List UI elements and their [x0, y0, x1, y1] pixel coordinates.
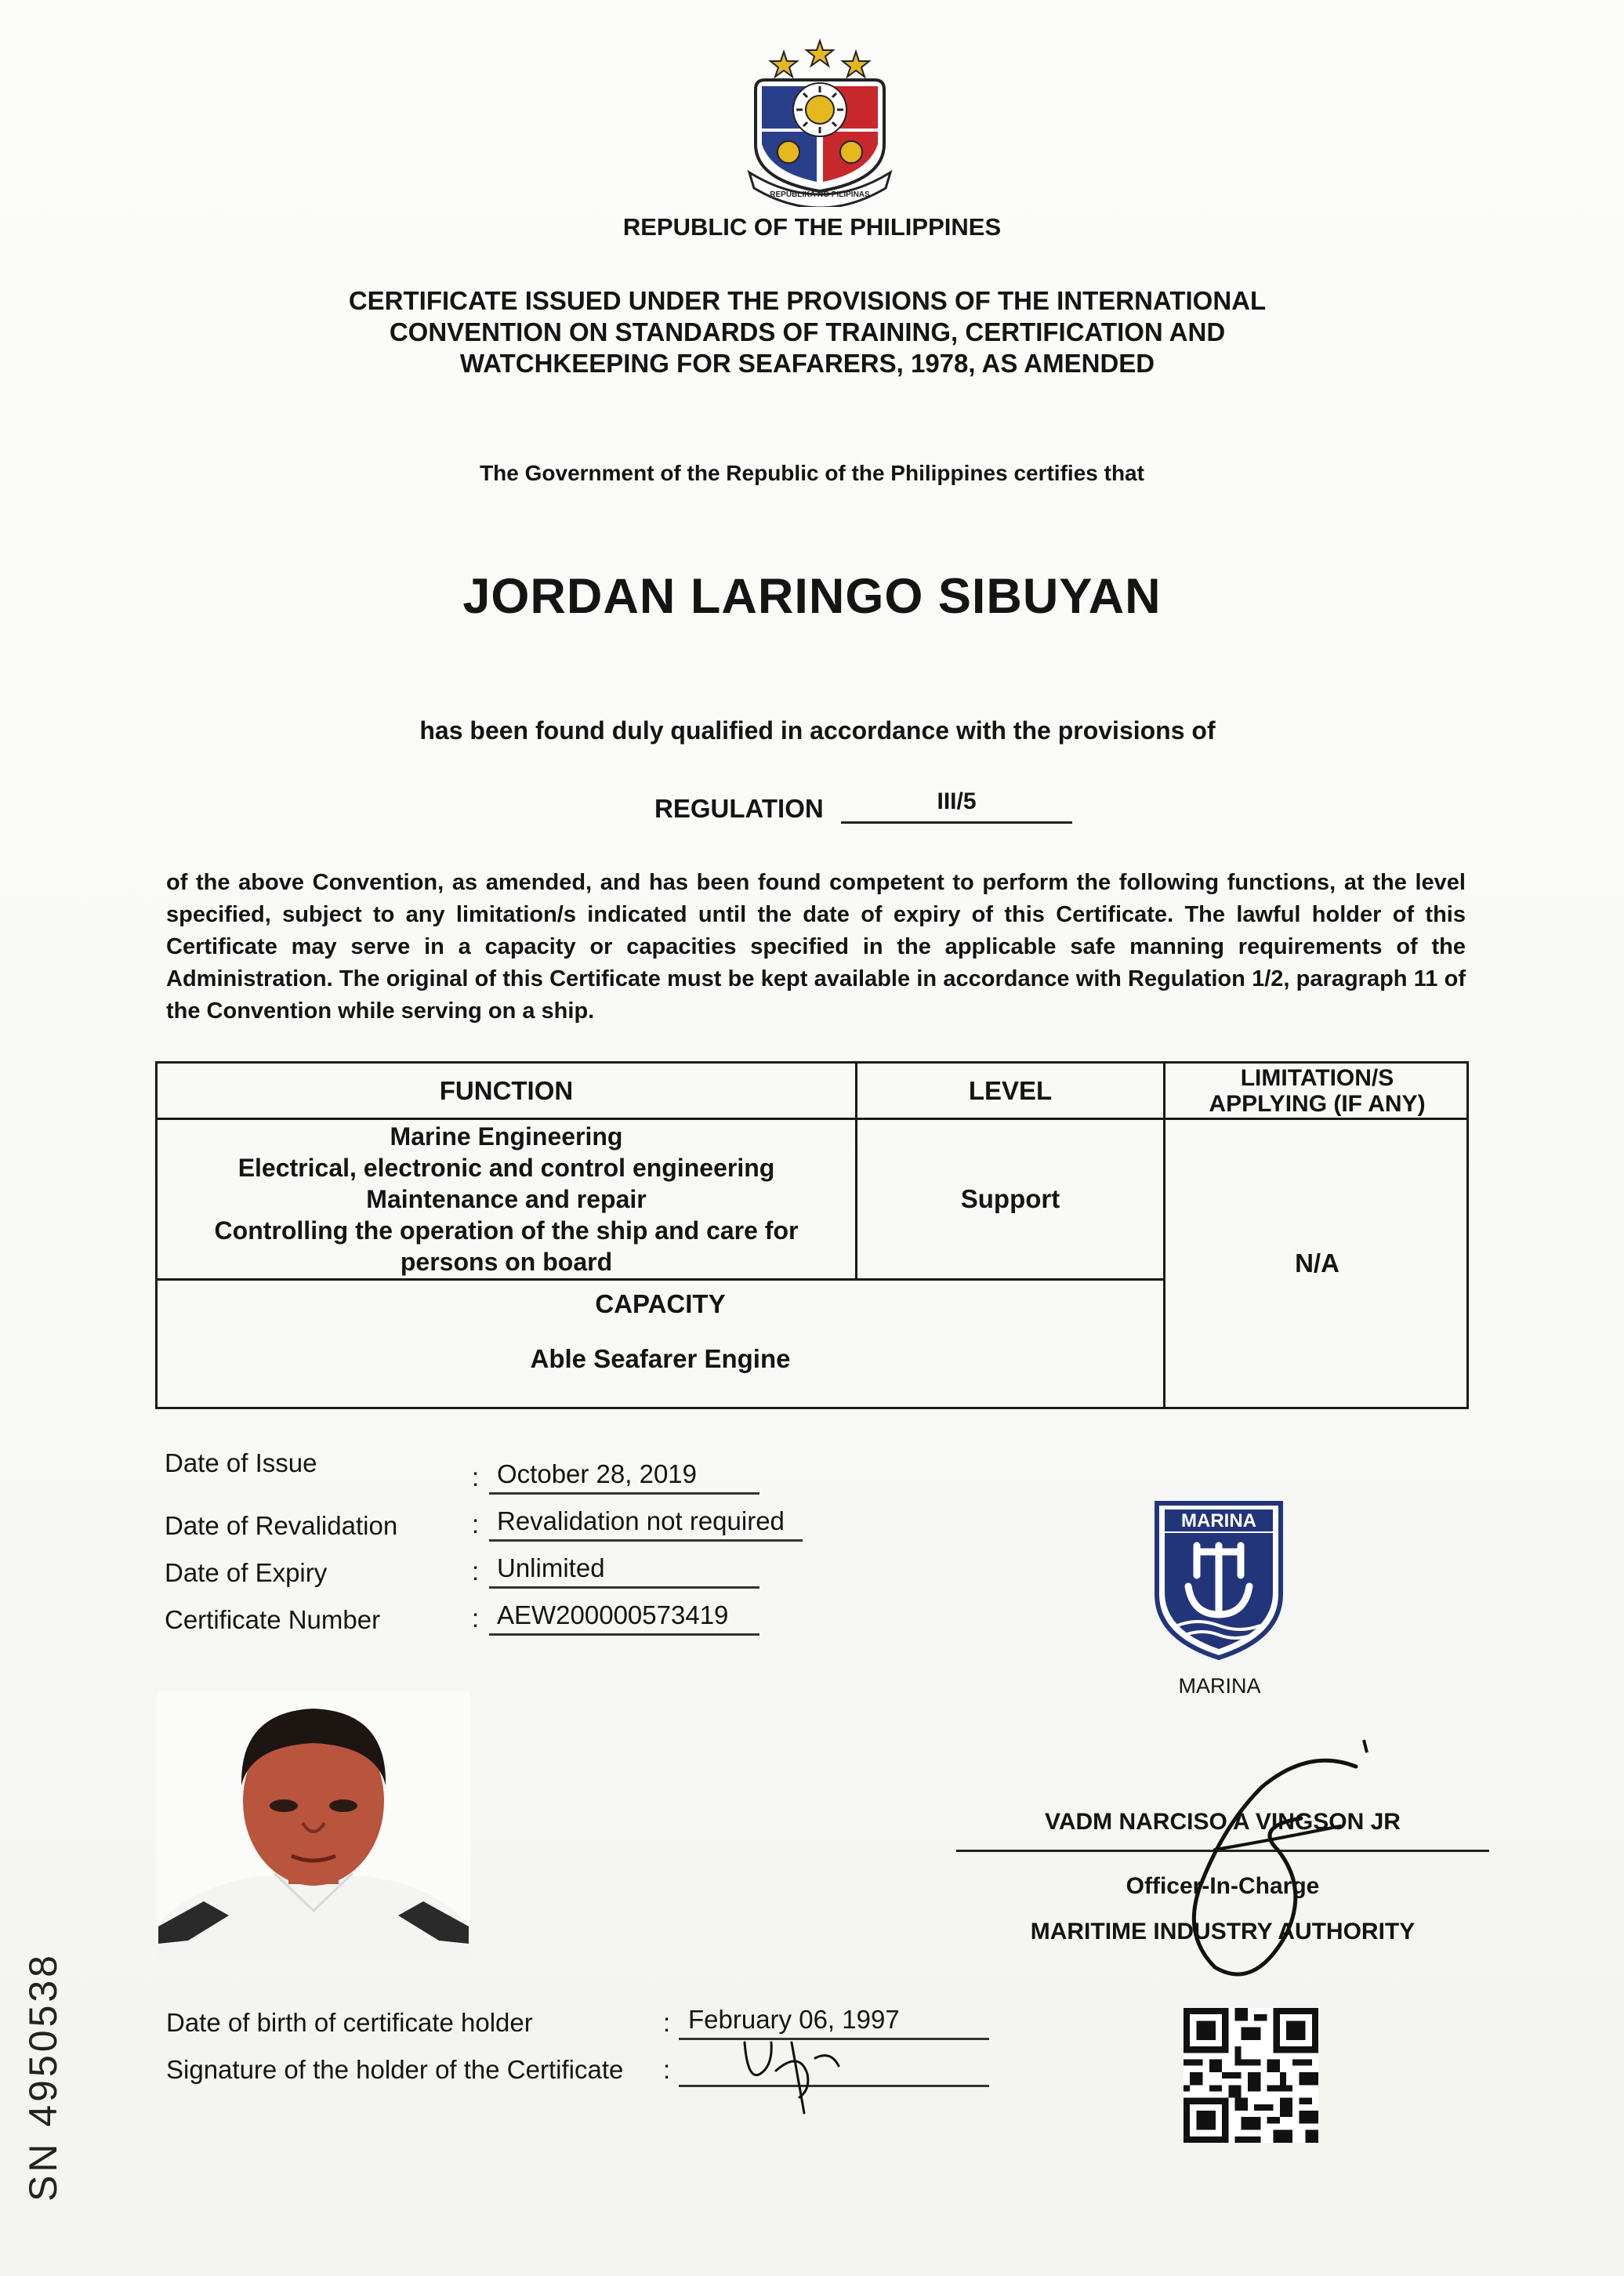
field-row — [165, 1448, 317, 1478]
republic-heading: REPUBLIC OF THE PHILIPPINES — [622, 213, 1002, 241]
certificate-number-value — [489, 1600, 759, 1636]
date-of-issue-text: October 28, 2019 — [497, 1459, 698, 1488]
certificate-number-text: AEW200000573419 — [497, 1600, 729, 1629]
function-item: persons on board — [400, 1248, 613, 1276]
limitation-header-line: APPLYING (IF ANY) — [1209, 1090, 1426, 1117]
field-colon: : — [472, 1462, 480, 1491]
capacity-label: CAPACITY — [595, 1289, 726, 1318]
qr-code — [1184, 2008, 1318, 2143]
function-item: Electrical, electronic and control engineering — [237, 1154, 775, 1182]
marina-logo — [1154, 1500, 1284, 1661]
signatory-name: VADM NARCISO A VINGSON JR — [1045, 1809, 1401, 1835]
field-label: Date of Revalidation — [165, 1511, 398, 1540]
field-colon: : — [663, 2055, 671, 2084]
svg-text:REPUBLIKA NG PILIPINAS: REPUBLIKA NG PILIPINAS — [770, 190, 870, 199]
date-of-revalidation-value — [489, 1506, 803, 1542]
function-item: Marine Engineering — [390, 1122, 623, 1151]
regulation-value: III/5 — [841, 788, 1072, 824]
date-of-birth-text: February 06, 1997 — [688, 2005, 900, 2034]
function-item: Maintenance and repair — [366, 1185, 647, 1213]
signatory-title: Officer-In-Charge — [1126, 1873, 1320, 1899]
level-header: LEVEL — [968, 1075, 1053, 1105]
field-colon: : — [472, 1509, 480, 1538]
field-row — [165, 1558, 327, 1588]
limitation-value: N/A — [1295, 1249, 1339, 1278]
date-of-expiry-value — [489, 1553, 759, 1589]
function-list — [158, 1120, 855, 1278]
field-colon: : — [472, 1557, 480, 1586]
holder-name: JORDAN LARINGO SIBUYAN — [462, 569, 1162, 624]
serial-number — [8, 1928, 78, 2226]
limitation-header-line: LIMITATION/S — [1240, 1064, 1394, 1091]
signatory-agency: MARITIME INDUSTRY AUTHORITY — [1030, 1919, 1416, 1944]
coat-of-arms-seal — [740, 34, 900, 207]
qualified-statement: has been found duly qualified in accordance with the provisions of — [419, 716, 1216, 745]
marina-caption: MARINA — [1178, 1674, 1261, 1698]
date-of-issue-value — [489, 1459, 759, 1495]
field-label: Certificate Number — [165, 1605, 381, 1634]
certifies-statement: The Government of the Republic of the Philippines certifies that — [480, 461, 1144, 485]
regulation-label: REGULATION — [654, 794, 824, 823]
field-row — [165, 1605, 380, 1635]
capacity-value: Able Seafarer Engine — [530, 1344, 791, 1373]
holder-photo — [157, 1691, 470, 1958]
date-of-birth-label: Date of birth of certificate holder — [166, 2008, 533, 2037]
date-of-revalidation-text: Revalidation not required — [497, 1506, 785, 1535]
limitation-header — [1165, 1064, 1469, 1118]
convention-heading-line: WATCHKEEPING FOR SEAFARERS, 1978, AS AMENDED — [459, 349, 1155, 378]
function-item: Controlling the operation of the ship and care for — [214, 1216, 799, 1245]
date-of-expiry-text: Unlimited — [497, 1553, 605, 1582]
serial-number-text: SN 4950538 — [21, 1952, 65, 2202]
convention-heading — [298, 285, 1317, 379]
holder-signature-label: Signature of the holder of the Certificate — [166, 2055, 624, 2084]
field-colon: : — [663, 2008, 671, 2037]
field-row — [165, 1511, 397, 1541]
function-header: FUNCTION — [439, 1075, 574, 1105]
holder-signature — [729, 2027, 854, 2121]
convention-heading-line: CONVENTION ON STANDARDS OF TRAINING, CERTIFICATION AND — [389, 317, 1226, 346]
field-label: Date of Expiry — [165, 1558, 328, 1587]
competency-paragraph: of the above Convention, as amended, and has been found competent to perform the following functions, at the level specified, subject to any limitation/s indicated until the date of expiry of this Certificate. The lawful holder of this Certificate may serve in a capacity or capacities specified in the applicable safe manning requirements of the Administration. The original of this Certificate must be kept available in accordance with Regulation 1/2, paragraph 11 of the Convention while serving on a ship. — [166, 870, 1466, 1024]
functions-table — [155, 1061, 1469, 1409]
officer-signature — [1168, 1732, 1372, 1991]
convention-heading-line: CERTIFICATE ISSUED UNDER THE PROVISIONS OF THE INTERNATIONAL — [348, 286, 1267, 315]
level-value: Support — [960, 1184, 1060, 1213]
field-colon: : — [472, 1604, 480, 1633]
field-label: Date of Issue — [165, 1448, 317, 1477]
marina-logo-text: MARINA — [1181, 1510, 1256, 1531]
